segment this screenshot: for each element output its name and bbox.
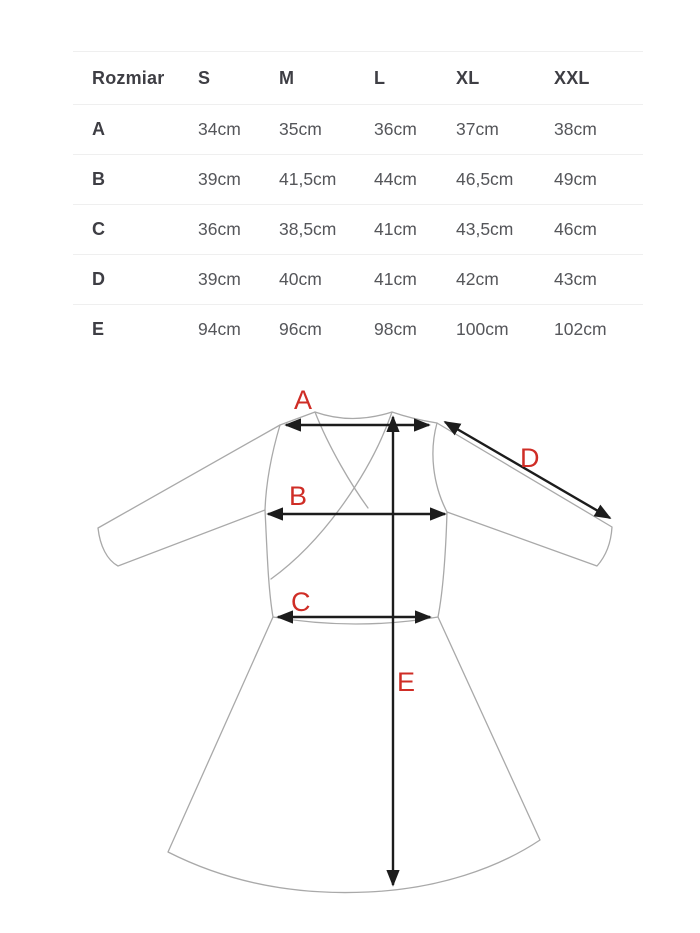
size-table-cell: 40cm bbox=[279, 269, 322, 289]
size-table-cell: 42cm bbox=[456, 269, 499, 289]
size-table-cell: 36cm bbox=[198, 219, 241, 239]
size-table-row-label: D bbox=[92, 269, 105, 289]
measure-label-c: C bbox=[291, 587, 311, 617]
measure-label-d: D bbox=[520, 443, 540, 473]
size-table-cell: 38,5cm bbox=[279, 219, 337, 239]
size-table-header-cell: L bbox=[374, 67, 386, 88]
size-table-header-cell: M bbox=[279, 67, 295, 88]
size-table-cell: 38cm bbox=[554, 119, 597, 139]
measurement-labels bbox=[289, 385, 540, 697]
neckline-under-edge bbox=[315, 412, 368, 508]
size-table-cell: 34cm bbox=[198, 119, 241, 139]
left-armhole-seam bbox=[265, 425, 280, 510]
size-table-cell: 100cm bbox=[456, 319, 509, 339]
size-table-cell: 41,5cm bbox=[279, 169, 337, 189]
size-table-cell: 46,5cm bbox=[456, 169, 514, 189]
size-table-row-label: E bbox=[92, 319, 105, 339]
size-table-row-label: C bbox=[92, 219, 105, 239]
measure-label-b: B bbox=[289, 481, 308, 511]
size-table-cell: 44cm bbox=[374, 169, 417, 189]
size-table-cell: 41cm bbox=[374, 269, 417, 289]
measure-label-e: E bbox=[397, 667, 416, 697]
size-table-cell: 36cm bbox=[374, 119, 417, 139]
size-table-cell: 35cm bbox=[279, 119, 322, 139]
size-table-row-label: B bbox=[92, 169, 105, 189]
size-table-cell: 37cm bbox=[456, 119, 499, 139]
measure-label-a: A bbox=[294, 385, 313, 415]
size-table-cell: 102cm bbox=[554, 319, 607, 339]
size-table-cell: 39cm bbox=[198, 269, 241, 289]
size-table-header-cell: S bbox=[198, 67, 211, 88]
size-table-header-cell: Rozmiar bbox=[92, 67, 165, 88]
size-table-header-cell: XXL bbox=[554, 67, 590, 88]
size-table-cell: 96cm bbox=[279, 319, 322, 339]
size-table-cell: 94cm bbox=[198, 319, 241, 339]
dress-body-outline bbox=[98, 412, 612, 893]
size-table-cell: 43,5cm bbox=[456, 219, 514, 239]
dress-outline bbox=[98, 412, 612, 893]
size-table-row-label: A bbox=[92, 119, 105, 139]
size-table-cell: 49cm bbox=[554, 169, 597, 189]
size-table-cell: 98cm bbox=[374, 319, 417, 339]
size-table-cell: 46cm bbox=[554, 219, 597, 239]
measurement-arrows bbox=[268, 417, 610, 885]
size-table-header-cell: XL bbox=[456, 67, 480, 88]
size-table-cell: 43cm bbox=[554, 269, 597, 289]
size-table-cell: 39cm bbox=[198, 169, 241, 189]
right-armhole-seam bbox=[433, 423, 447, 512]
size-table-cell: 41cm bbox=[374, 219, 417, 239]
